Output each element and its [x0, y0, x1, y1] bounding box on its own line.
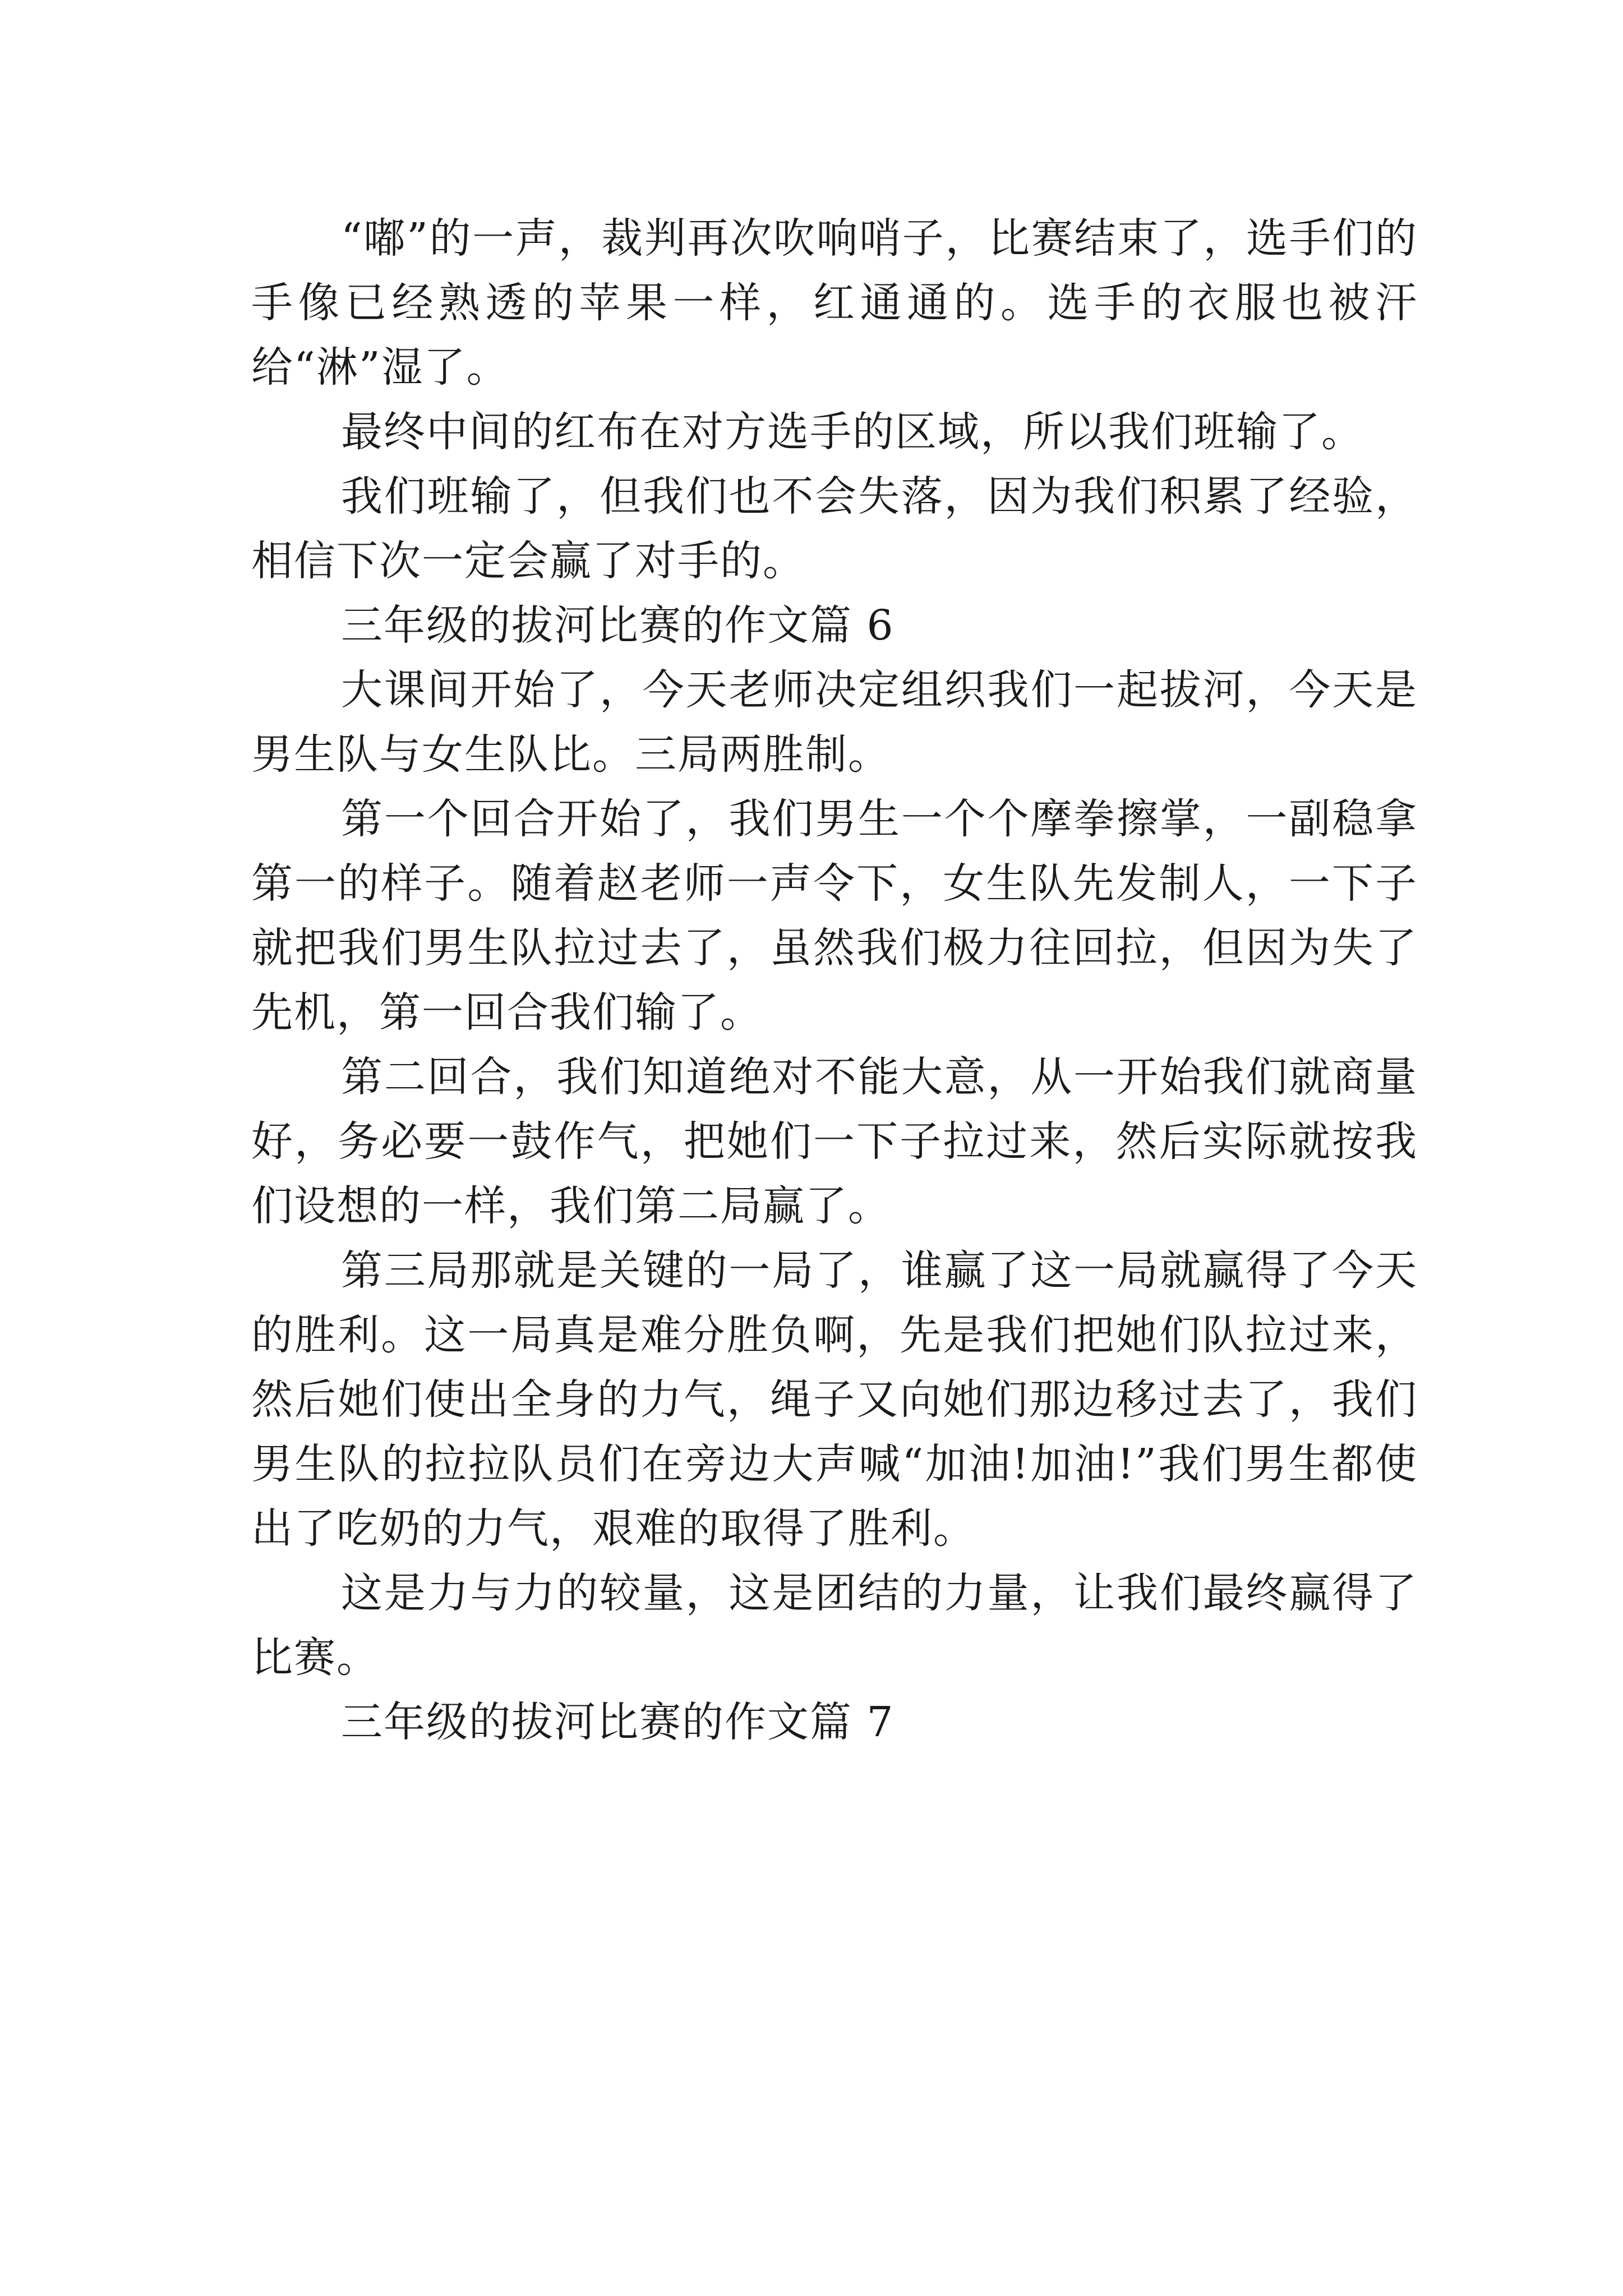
essay-6-paragraph-round-2: 第二回合，我们知道绝对不能大意，从一开始我们就商量好，务必要一鼓作气，把她们一下子拉过来，然后实际就按我们设想的一样，我们第二局赢了。: [251, 1053, 1418, 1230]
paragraph-result: 最终中间的红布在对方选手的区域，所以我们班输了。: [341, 408, 1364, 456]
paragraph-reflection: 我们班输了，但我们也不会失落，因为我们积累了经验，相信下次一定会赢了对手的。: [251, 472, 1418, 585]
essay-6-paragraph-conclusion: 这是力与力的较量，这是团结的力量，让我们最终赢得了比赛。: [251, 1569, 1418, 1682]
essay-6-heading: 三年级的拔河比赛的作文篇 6: [341, 601, 895, 650]
paragraph-match-end: “嘟”的一声，裁判再次吹响哨子，比赛结束了，选手们的手像已经熟透的苹果一样，红通通的。选手的衣服也被汗给“淋”湿了。: [251, 214, 1418, 392]
essay-6-paragraph-intro: 大课间开始了，今天老师决定组织我们一起拔河，今天是男生队与女生队比。三局两胜制。: [251, 666, 1418, 779]
document-body: [251, 206, 1418, 1755]
essay-6-paragraph-round-1: 第一个回合开始了，我们男生一个个摩拳擦掌，一副稳拿第一的样子。随着赵老师一声令下，女生队先发制人，一下子就把我们男生队拉过去了，虽然我们极力往回拉，但因为失了先机，第一回合我们输了。: [251, 795, 1418, 1037]
essay-7-heading: 三年级的拔河比赛的作文篇 7: [341, 1698, 895, 1746]
essay-6-paragraph-round-3: 第三局那就是关键的一局了，谁赢了这一局就赢得了今天的胜利。这一局真是难分胜负啊，先是我们把她们队拉过来，然后她们使出全身的力气，绳子又向她们那边移过去了，我们男生队的拉拉队员们在旁边大声喊“加油!加油!”我们男生都使出了吃奶的力气，艰难的取得了胜利。: [251, 1246, 1418, 1553]
